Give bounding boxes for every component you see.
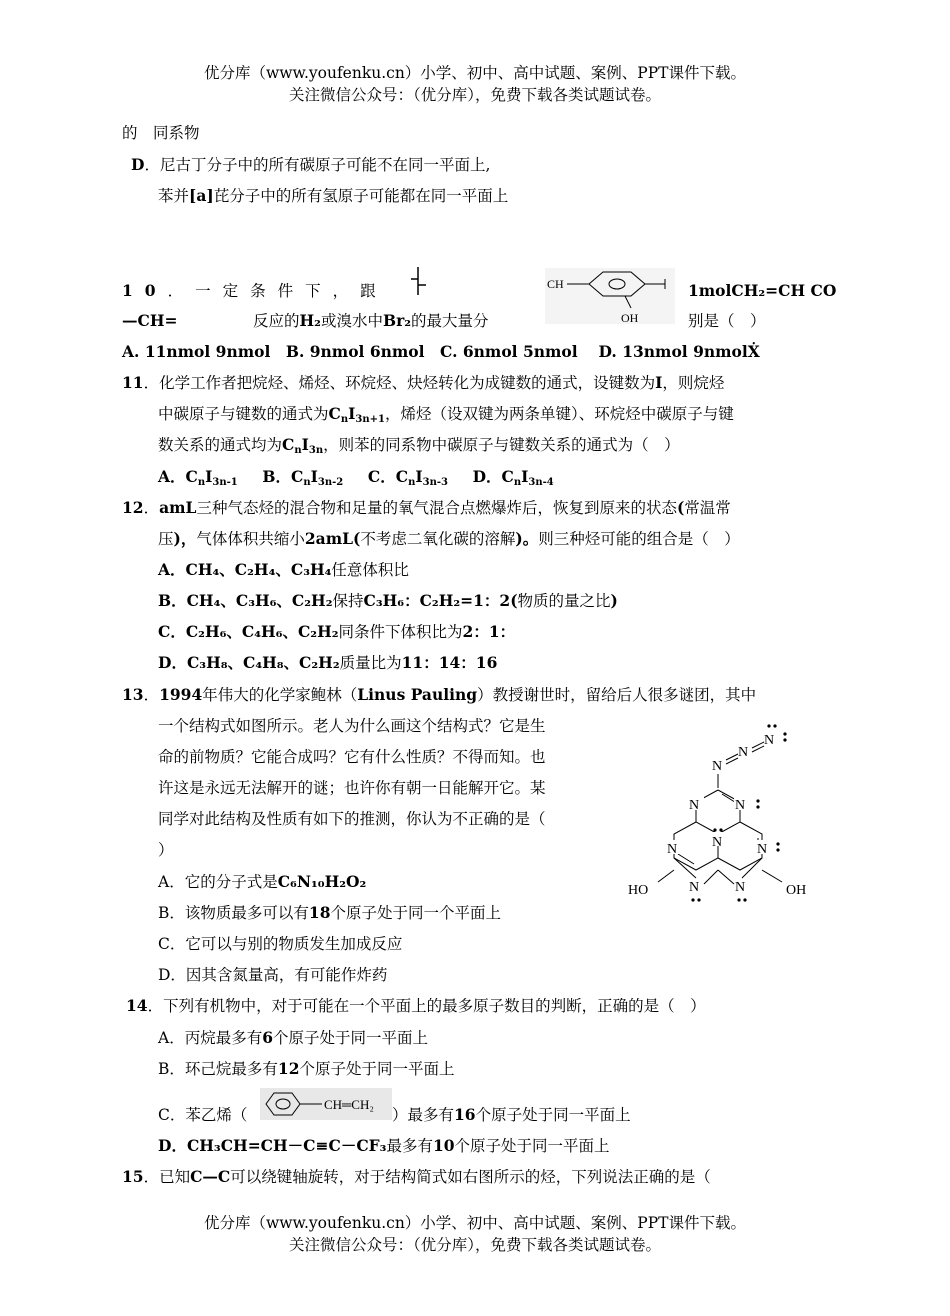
q12-line-1: 12．amL三种气态烃的混合物和足量的氧气混合点燃爆炸后，恢复到原来的状态(常温常 xyxy=(122,498,731,517)
text-bold: 16 xyxy=(454,1105,476,1124)
figure-oh-label: OH xyxy=(621,311,639,324)
text: 不考虑二氧化碳的溶解 xyxy=(360,530,516,548)
ring-n-bottom-right: N xyxy=(735,880,746,895)
text: 同条件下体积比为 xyxy=(338,623,463,641)
sub: 3n xyxy=(308,445,324,456)
text: ．已知 xyxy=(143,1168,191,1186)
text-bold: H₂ xyxy=(299,311,321,330)
q11-options xyxy=(158,466,554,488)
bracket-fragment-figure xyxy=(408,265,430,297)
sub: n xyxy=(303,477,311,488)
q15-number: 15 xyxy=(122,1167,144,1186)
text-bold: C．C₂H₆、C₄H₆、C₂H₂ xyxy=(158,622,339,641)
sub: 3n-2 xyxy=(317,477,344,488)
text-bold: 1994 xyxy=(159,685,203,704)
q10-stem-text: ．一定条件下，跟 xyxy=(167,282,388,300)
text-bold: Linus Pauling xyxy=(357,685,478,704)
tri-triazine-structure-figure xyxy=(622,718,822,913)
q13-option-c: C．它可以与别的物质发生加成反应 xyxy=(158,935,403,953)
text-bold: 2amL( xyxy=(304,529,361,548)
text: I xyxy=(310,467,318,486)
text-bold: )。 xyxy=(515,529,539,548)
text-bold: [a] xyxy=(189,186,214,205)
hydroxy-benzene-figure xyxy=(545,268,675,324)
text-bold: 11：14：16 xyxy=(401,653,498,672)
q12-line-2 xyxy=(158,528,740,550)
q12-option-a xyxy=(158,559,409,581)
text: 芘分子中的所有氢原子可能都在同一平面上 xyxy=(213,187,509,205)
text: A．丙烷最多有 xyxy=(158,1029,263,1047)
q10-line2 xyxy=(253,310,489,332)
text-bold: amL xyxy=(159,498,197,517)
option-d-line-1 xyxy=(131,154,490,176)
text-bold: C₃H₆：C₂H₂=1：2( xyxy=(363,591,518,610)
text-bold: C—C xyxy=(190,1167,231,1186)
text-bold: I xyxy=(655,373,663,392)
q13-line-2: 一个结构式如图所示。老人为什么画这个结构式？它是生 xyxy=(158,717,546,735)
q10-line2-end: 别是（ ） xyxy=(688,312,766,330)
sub: 3n-4 xyxy=(528,477,554,488)
q11-line-1 xyxy=(122,372,724,394)
text: 的最大量分 xyxy=(411,312,489,330)
ring-n-bottom-left: N xyxy=(689,880,700,895)
text: 苯并 xyxy=(158,187,190,205)
figure-ho-label: HO xyxy=(628,883,649,898)
text: ，则烷烃 xyxy=(662,374,725,392)
text: 任意体积比 xyxy=(331,561,409,579)
q14-option-c-rest xyxy=(392,1104,631,1126)
text: ．下列有机物中，对于可能在一个平面上的最多原子数目的判断，正确的是（ ） xyxy=(147,997,706,1015)
text: ，烯烃（设双键为两条单键）、环烷烃中碳原子与键 xyxy=(384,405,734,423)
q11-option-a: A．C xyxy=(158,467,198,486)
sub: n xyxy=(197,477,206,488)
q13-line-4: 许这是永远无法解开的谜；也许你有朝一日能解开它。某 xyxy=(158,779,546,797)
text: I xyxy=(348,404,356,423)
q15-line-1 xyxy=(122,1166,711,1188)
text-bold: C₆N₁₀H₂O₂ xyxy=(277,872,367,891)
ring-n-left: N xyxy=(667,842,678,857)
q12-option-c xyxy=(158,621,515,643)
q10-stem xyxy=(122,280,388,302)
footer-line-1: 优分库（www.youfenku.cn）小学、初中、高中试题、案例、PPT课件下载。 xyxy=(203,1214,747,1232)
ring-n-center: N xyxy=(712,835,723,850)
q14-option-a xyxy=(158,1027,428,1049)
figure-ch-label: CH xyxy=(547,277,564,291)
text: 个原子处于同一平面上 xyxy=(454,1137,610,1155)
q13-line-3: 命的前物质？它能合成吗？它有什么性质？不得而知。也 xyxy=(158,748,546,766)
text: 个原子处于同一个平面上 xyxy=(330,904,501,922)
sub: n xyxy=(513,477,522,488)
text-bold: 12 xyxy=(277,1059,300,1078)
text: C xyxy=(282,435,295,454)
text: 个原子处于同一平面上 xyxy=(475,1106,631,1124)
q13-line-5: 同学对此结构及性质有如下的推测，你认为不正确的是（ xyxy=(158,810,546,828)
text: 个原子处于同一平面上 xyxy=(273,1029,429,1047)
text-bold: 6 xyxy=(262,1028,273,1047)
text: ．化学工作者把烷烃、烯烃、环烷烃、炔烃转化为成键数的通式，设键数为 xyxy=(143,374,656,392)
text: 反应的 xyxy=(253,312,300,330)
q11-option-c: C．C xyxy=(367,467,409,486)
q12-number: 12 xyxy=(122,498,144,517)
q11-number: 11 xyxy=(122,373,144,392)
text-bold: B．CH₄、C₃H₆、C₂H₂ xyxy=(158,591,333,610)
text: 年伟大的化学家鲍林（ xyxy=(202,686,358,704)
azide-n1: N xyxy=(712,759,723,774)
q13-line-1: 13．1994年伟大的化学家鲍林（Linus Pauling）教授谢世时，留给后人很多谜团，其中 xyxy=(122,685,757,704)
option-d-text: ．尼古丁分子中的所有碳原子可能不在同一平面上, xyxy=(144,156,491,174)
text: ）教授谢世时，留给后人很多谜团，其中 xyxy=(477,686,757,704)
text: B．该物质最多可以有 xyxy=(158,904,309,922)
text-bold: 18 xyxy=(308,903,331,922)
q10-options: A. 11nmol 9nmol B. 9nmol 6nmol C. 6nmol 5nmol D. 13nmol 9nmolẊ xyxy=(122,342,760,361)
q11-option-b: B．C xyxy=(262,467,304,486)
q12-option-d xyxy=(158,652,497,674)
text: 最多有 xyxy=(386,1137,433,1155)
header-line-1: 优分库（www.youfenku.cn）小学、初中、高中试题、案例、PPT课件下载。 xyxy=(203,64,747,82)
option-d-line-2 xyxy=(158,185,508,207)
text-bold: A．CH₄、C₂H₄、C₃H₄ xyxy=(158,560,332,579)
text-bold: ) xyxy=(610,591,618,610)
text-bold: Br₂ xyxy=(382,311,412,330)
q13-line-6: ） xyxy=(158,841,174,859)
header-line-2: 关注微信公众号：（优分库），免费下载各类试题试卷。 xyxy=(288,86,661,104)
q14-option-b xyxy=(158,1058,455,1080)
text: 气体体积共缩小 xyxy=(196,530,305,548)
figure-vinyl-label: CH═CH₂ xyxy=(324,1097,374,1112)
text: C xyxy=(328,404,341,423)
ring-n-right: N xyxy=(757,842,768,857)
q11-line-2 xyxy=(158,403,734,425)
sub: n xyxy=(408,477,416,488)
q12-option-b xyxy=(158,590,618,612)
option-d-label: D xyxy=(131,155,145,174)
sub: 3n+1 xyxy=(355,414,385,425)
azide-n3: N xyxy=(764,733,775,748)
text: B．环己烷最多有 xyxy=(158,1060,278,1078)
sub: n xyxy=(340,414,349,425)
text: 常温常 xyxy=(684,499,731,517)
text: 中碳原子与键数的通式为 xyxy=(158,405,329,423)
text: ）最多有 xyxy=(392,1106,455,1124)
text: 质量比为 xyxy=(339,654,402,672)
q11-option-d: D．C xyxy=(472,467,514,486)
text-bold: ( xyxy=(676,498,685,517)
text: 可以绕键轴旋转，对于结构简式如右图所示的烃，下列说法正确的是（ xyxy=(230,1168,711,1186)
styrene-figure xyxy=(260,1088,392,1120)
text: A．它的分子式是 xyxy=(158,873,278,891)
q11-line-3 xyxy=(158,434,680,456)
q10-line2-a: —CH= xyxy=(122,311,178,330)
text-bold: 10 xyxy=(432,1136,455,1155)
q13-option-d: D．因其含氮量高，有可能作炸药 xyxy=(158,966,388,984)
text: 保持 xyxy=(332,592,364,610)
text: I xyxy=(301,435,309,454)
ring-n-top-left: N xyxy=(689,798,700,813)
text: I xyxy=(415,467,423,486)
text: 三种气态烃的混合物和足量的氧气混合点燃爆炸后，恢复到原来的状态 xyxy=(196,499,677,517)
text: 数关系的通式均为 xyxy=(158,436,283,454)
sub: 3n-1 xyxy=(212,477,238,488)
ring-n-top-right: N xyxy=(735,798,746,813)
q13-option-a xyxy=(158,871,366,893)
figure-oh-label: OH xyxy=(786,883,807,898)
text: ，则苯的同系物中碳原子与键数关系的通式为（ ） xyxy=(323,436,680,454)
continuation-text: 的 同系物 xyxy=(122,124,200,142)
q13-number: 13 xyxy=(122,685,144,704)
sub: n xyxy=(294,445,302,456)
q10-right-text: 1molCH₂=CH CO xyxy=(688,281,837,300)
text: 则三种烃可能的组合是（ ） xyxy=(538,530,740,548)
text-bold: D．CH₃CH=CH－C≡C－CF₃ xyxy=(158,1136,387,1155)
q14-number: 14 xyxy=(126,996,148,1015)
text-bold: 2：1： xyxy=(462,622,516,641)
text: 个原子处于同一平面上 xyxy=(299,1060,455,1078)
q14-line-1 xyxy=(126,995,706,1017)
sub: 3n-3 xyxy=(422,477,448,488)
text-bold: D．C₃H₈、C₄H₈、C₂H₂ xyxy=(158,653,340,672)
footer-line-2: 关注微信公众号：（优分库），免费下载各类试题试卷。 xyxy=(288,1236,661,1254)
text: I xyxy=(205,467,213,486)
q10-number: 10 xyxy=(122,281,168,300)
text: 或溴水中 xyxy=(320,312,383,330)
q13-option-b xyxy=(158,902,501,924)
text: I xyxy=(521,467,529,486)
q14-option-c-lead: C．苯乙烯（ xyxy=(158,1106,248,1124)
text: 压 xyxy=(158,530,174,548)
azide-n2: N xyxy=(738,745,749,760)
text: 物质的量之比 xyxy=(517,592,611,610)
q14-option-d xyxy=(158,1135,610,1157)
text-bold: )， xyxy=(173,529,197,548)
